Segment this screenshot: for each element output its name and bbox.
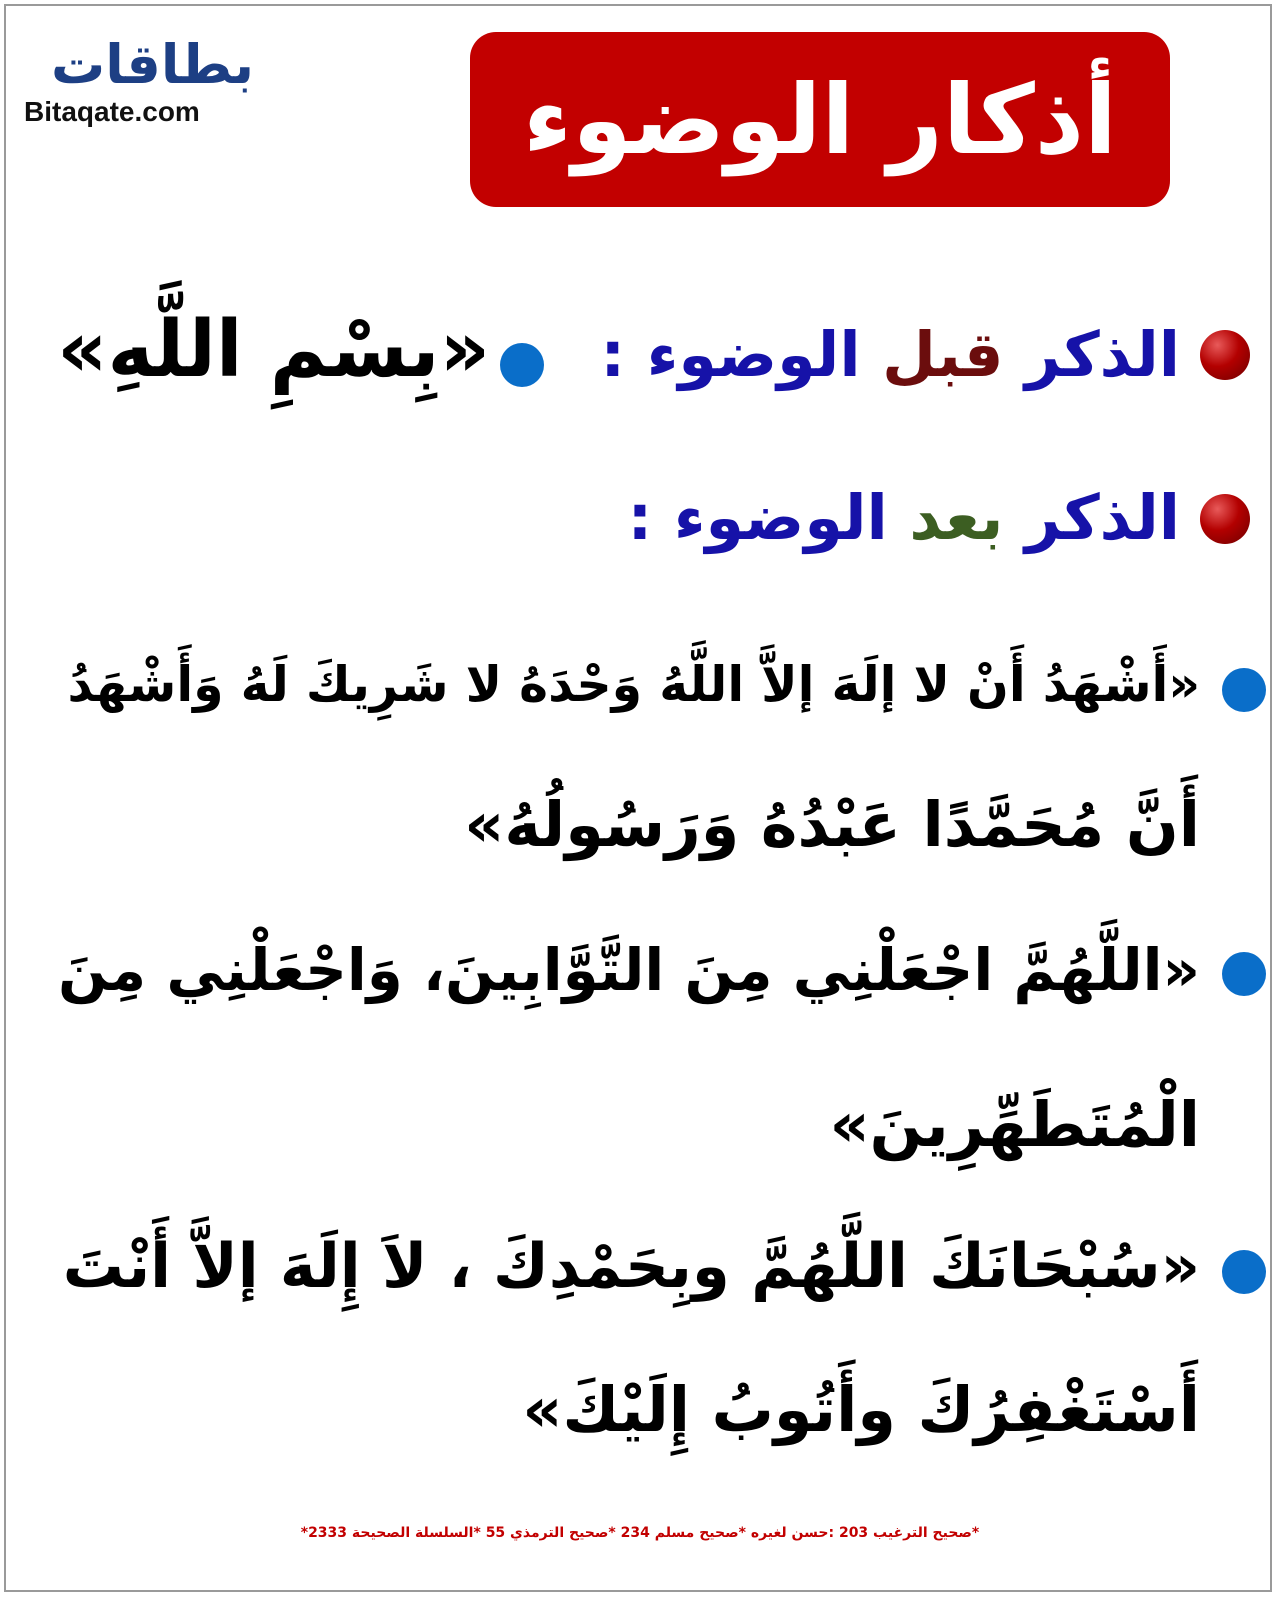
logo-latin: Bitaqate.com <box>24 96 200 127</box>
logo-arabic: بطاقات <box>50 33 254 96</box>
supplication-2-line-2: الْمُتَطَهِّرِينَ» <box>829 1088 1200 1161</box>
after-label-dhikr: الذكر <box>1025 481 1180 554</box>
bismillah: «بِسْمِ اللَّهِ» <box>57 305 490 395</box>
after-label-baad: بعد <box>909 481 1004 554</box>
title-banner <box>470 32 1170 207</box>
supplication-3-line-2: أَسْتَغْفِرُكَ وأَتُوبُ إِلَيْكَ» <box>522 1373 1200 1446</box>
red-bullet-icon <box>1200 494 1250 544</box>
after-heading <box>627 478 1180 558</box>
blue-bullet-icon <box>1222 668 1266 712</box>
supplication-2-line-1: «اللَّهُمَّ اجْعَلْنِي مِنَ التَّوَّابِينَ، وَاجْعَلْنِي مِنَ <box>58 936 1200 1004</box>
after-label-wudu: الوضوء : <box>627 481 888 554</box>
before-label-wudu: الوضوء : <box>600 318 861 391</box>
blue-bullet-icon <box>1222 1250 1266 1294</box>
footer-references: *صحيح الترغيب 203 :حسن لغيره *صحيح مسلم 234 *صحيح الترمذي 55 *السلسلة الصحيحة 2333* <box>300 1525 980 1541</box>
before-heading <box>600 315 1180 395</box>
supplication-1-line-1: «أَشْهَدُ أَنْ لا إلَهَ إلاَّ اللَّهُ وَحْدَهُ لا شَرِيكَ لَهُ وَأَشْهَدُ <box>67 656 1200 713</box>
site-logo <box>24 34 254 130</box>
page-title: أذكار الوضوء <box>523 63 1117 176</box>
before-label-qabl: قبل <box>882 318 1004 391</box>
supplication-1-line-2: أَنَّ مُحَمَّدًا عَبْدُهُ وَرَسُولُهُ» <box>464 788 1200 861</box>
red-bullet-icon <box>1200 330 1250 380</box>
supplication-3-line-1: «سُبْحَانَكَ اللَّهُمَّ وبِحَمْدِكَ ، لاَ إِلَهَ إلاَّ أَنْتَ <box>62 1231 1200 1302</box>
before-label-dhikr: الذكر <box>1025 318 1180 391</box>
blue-bullet-icon <box>500 343 544 387</box>
blue-bullet-icon <box>1222 952 1266 996</box>
